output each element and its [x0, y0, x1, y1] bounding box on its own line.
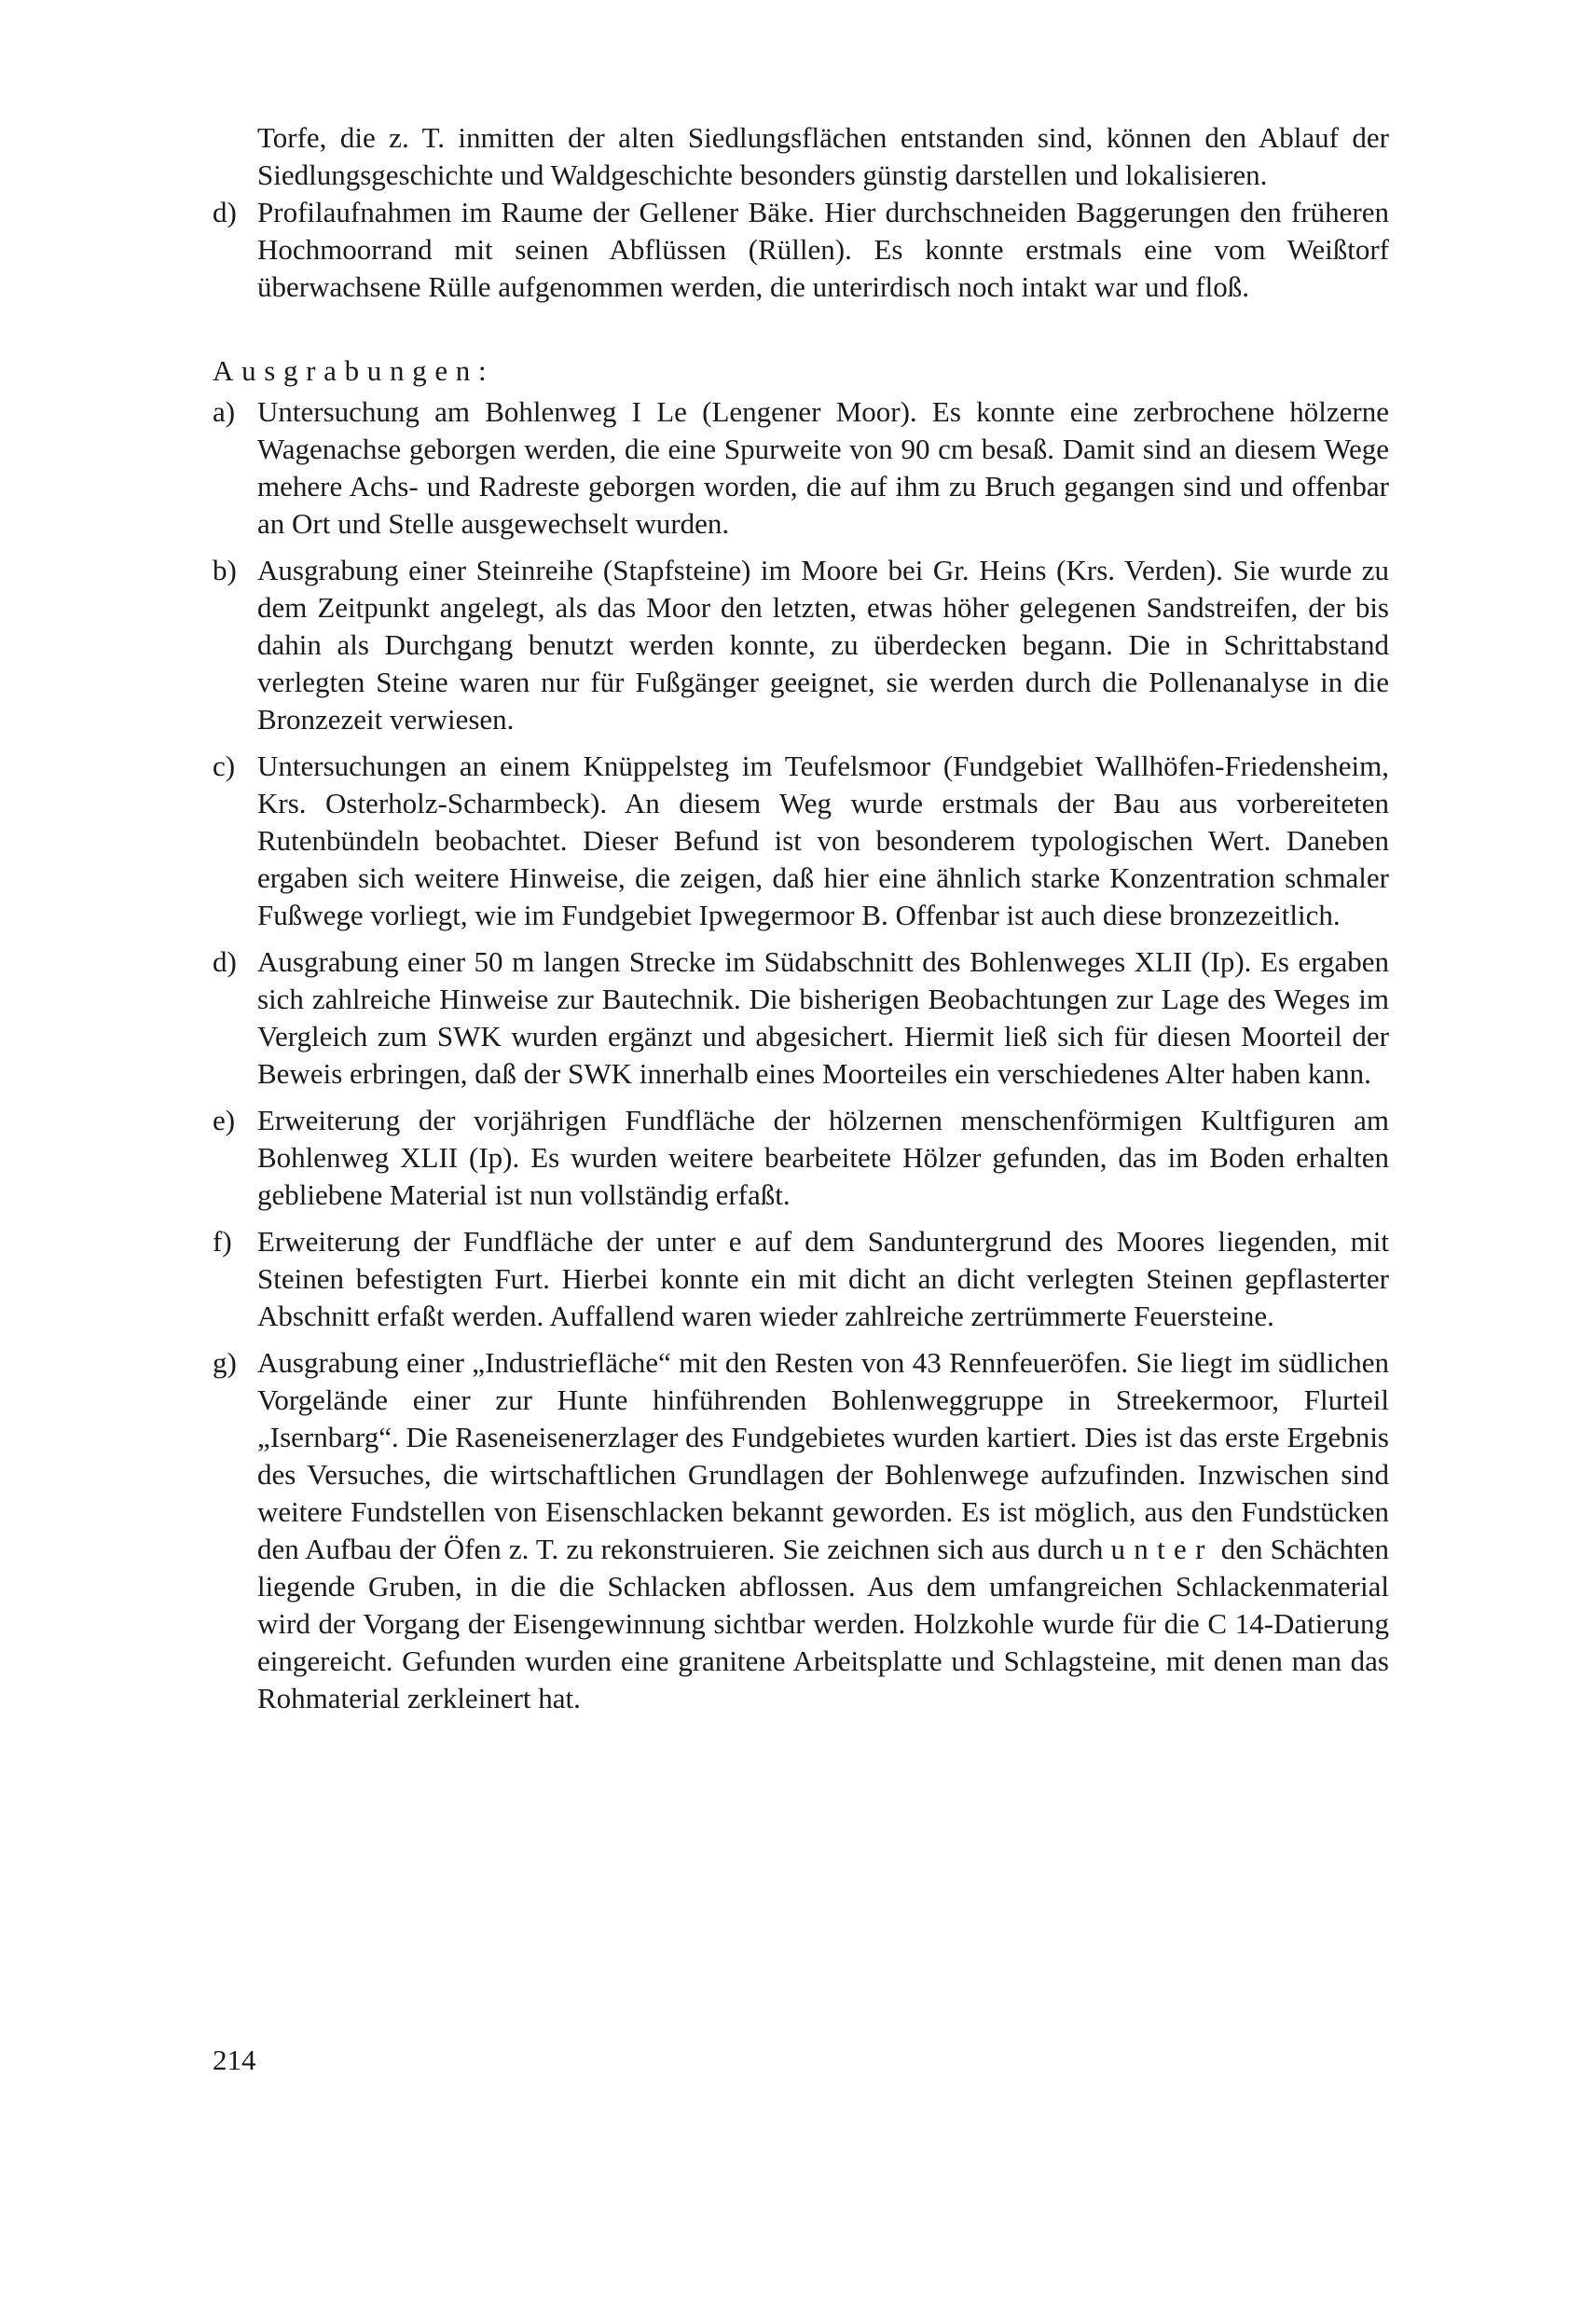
- list-item-a: [213, 393, 1389, 543]
- list-text: Ausgrabung einer 50 m langen Strecke im Südabschnitt des Bohlenweges XLII (Ip). Es ergaben sich zahlreiche Hinweise zur Bautechnik. Die bisherigen Beobachtungen zur Lage des Weges im Vergleich zum SWK wurden ergänzt und abgesichert. Hiermit ließ sich für diesen Moorteil der Beweis erbringen, daß der SWK innerhalb eines Moorteiles ein verschiedenes Alter haben kann.: [257, 945, 1389, 1090]
- list-label: f): [213, 1225, 232, 1258]
- list-text: Ausgrabung einer Steinreihe (Stapfsteine) im Moore bei Gr. Heins (Krs. Verden). Sie wurde zu dem Zeitpunkt angelegt, als das Moor den letzten, etwas höher gelegenen Sandstreifen, der bis dahin als Durchgang benutzt werden konnte, zu überdecken begann. Die in Schrittabstand verlegten Steine waren nur für Fußgänger geeignet, sie werden durch die Pollenanalyse in die Bronzezeit verwiesen.: [257, 554, 1389, 736]
- list-label: g): [213, 1346, 237, 1379]
- list-label: a): [213, 395, 236, 428]
- list-text: [257, 1346, 1389, 1714]
- list-label: b): [213, 554, 237, 586]
- excavation-list: [213, 393, 1389, 1335]
- list-item-d-profile: [213, 194, 1389, 306]
- list-text: Erweiterung der Fundfläche der unter e auf dem Sanduntergrund des Moores liegenden, mit Steinen befestigten Furt. Hierbei konnte ein mit dicht an dicht verlegten Steinen gepflasterter Abschnitt erfaßt werden. Auffallend waren wieder zahlreiche zertrümmerte Feuersteine.: [257, 1225, 1389, 1332]
- list-text: Untersuchung am Bohlenweg I Le (Lengener Moor). Es konnte eine zerbrochene hölzerne Wagenachse geborgen werden, die eine Spurweite von 90 cm besaß. Damit sind an diesem Wege mehere Achs- und Radreste geborgen worden, die auf ihm zu Bruch gegangen sind und offenbar an Ort und Stelle ausgewechselt wurden.: [257, 395, 1389, 540]
- list-text: Erweiterung der vorjährigen Fundfläche der hölzernen menschenförmigen Kultfiguren am Bohlenweg XLII (Ip). Es wurden weitere bearbeitete Hölzer gefunden, das im Boden erhalten gebliebene Material ist nun vollständig erfaßt.: [257, 1104, 1389, 1211]
- list-label: e): [213, 1104, 236, 1136]
- list-item-g: [213, 1344, 1389, 1717]
- list-label: d): [213, 196, 237, 228]
- list-label: c): [213, 750, 236, 782]
- list-item-f: [213, 1223, 1389, 1335]
- list-item-e: [213, 1102, 1389, 1214]
- page-body: [213, 119, 1389, 1727]
- list-item-b: [213, 552, 1389, 738]
- list-text: Untersuchungen an einem Knüppelsteg im Teufelsmoor (Fundgebiet Wallhöfen-Friedensheim, Krs. Osterholz-Scharmbeck). An diesem Weg wurde erstmals der Bau aus vorbereiteten Rutenbündeln beobachtet. Dieser Befund ist von besonderem typologischen Wert. Daneben ergaben sich weitere Hinweise, die zeigen, daß hier eine ähnlich starke Konzentration schmaler Fußwege vorliegt, wie im Fundgebiet Ipwegermoor B. Offenbar ist auch diese bronzezeitlich.: [257, 750, 1389, 931]
- list-text-part: den Schächten liegende Gruben, in die die Schlacken abflossen. Aus dem umfangreichen Schlackenmaterial wird der Vorgang der Eisengewinnung sichtbar werden. Holzkohle wurde für die C 14-Datierung eingereicht. Gefunden wurden eine granitene Arbeitsplatte und Schlagsteine, mit denen man das Rohmaterial zerkleinert hat.: [257, 1533, 1389, 1714]
- list-item-d: [213, 943, 1389, 1093]
- list-label: d): [213, 945, 237, 978]
- page-number: 214: [213, 2044, 256, 2076]
- list-text: Profilaufnahmen im Raume der Gellener Bäke. Hier durchschneiden Baggerungen den früheren Hochmoorrand mit seinen Abflüssen (Rüllen). Es konnte erstmals eine vom Weißtorf überwachsene Rülle aufgenommen werden, die unterirdisch noch intakt war und floß.: [257, 196, 1389, 303]
- continuation-paragraph: Torfe, die z. T. inmitten der alten Siedlungsflächen entstanden sind, können den Ablauf der Siedlungsgeschichte und Waldgeschichte besonders günstig darstellen und lokalisieren.: [257, 121, 1389, 191]
- list-item-c: [213, 748, 1389, 934]
- list-text-part: Ausgrabung einer „Industriefläche“ mit den Resten von 43 Rennfeueröfen. Sie liegt im südlichen Vorgelände einer zur Hunte hinführenden Bohlenweggruppe in Streekermoor, Flurteil „Isernbarg“. Die Raseneisenerzlager des Fundgebietes wurden kartiert. Dies ist das erste Ergebnis des Versuches, die wirtschaftlichen Grundlagen der Bohlenwege aufzufinden. Inzwischen sind weitere Fundstellen von Eisenschlacken bekannt geworden. Es ist möglich, aus den Fundstücken den Aufbau der Öfen z. T. zu rekonstruieren. Sie zeichnen sich aus durch: [257, 1346, 1389, 1565]
- section-heading: Ausgrabungen:: [213, 354, 495, 387]
- spaced-emphasis: unter: [1110, 1533, 1214, 1565]
